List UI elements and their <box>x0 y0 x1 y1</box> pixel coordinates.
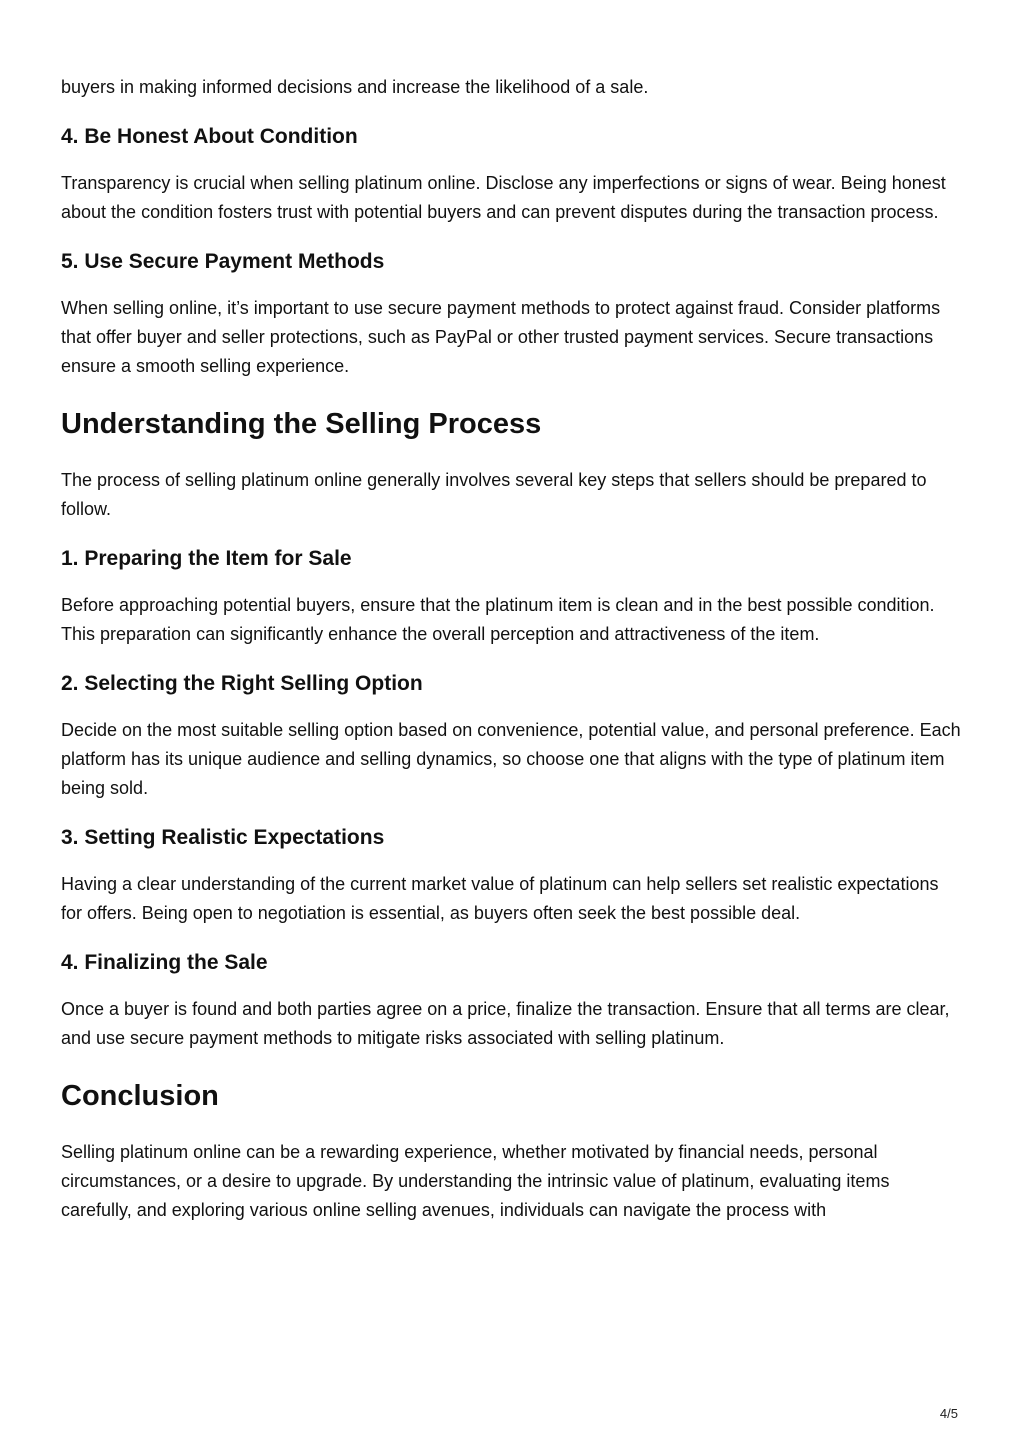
selling-process-heading: Understanding the Selling Process <box>61 408 542 440</box>
tip-4-paragraph: Transparency is crucial when selling platinum online. Disclose any imperfections or signs of wear. Being honest about the condition fosters trust with potential buyers and can prevent disputes during the transaction process. <box>61 173 946 222</box>
step-1-paragraph: Before approaching potential buyers, ensure that the platinum item is clean and in the best possible condition. This preparation can significantly enhance the overall perception and attractiveness of the item. <box>61 595 935 644</box>
step-2-paragraph: Decide on the most suitable selling option based on convenience, potential value, and personal preference. Each platform has its unique audience and selling dynamics, so choose one that aligns with the type of platinum item being sold. <box>61 720 961 798</box>
document-page <box>61 73 961 1225</box>
tip-5-heading: 5. Use Secure Payment Methods <box>61 250 385 273</box>
step-2-heading: 2. Selecting the Right Selling Option <box>61 672 423 695</box>
step-1-heading: 1. Preparing the Item for Sale <box>61 547 352 570</box>
step-3-heading: 3. Setting Realistic Expectations <box>61 826 385 849</box>
conclusion-heading: Conclusion <box>61 1080 219 1112</box>
tip-4-heading: 4. Be Honest About Condition <box>61 125 358 148</box>
conclusion-paragraph: Selling platinum online can be a rewarding experience, whether motivated by financial needs, personal circumstances, or a desire to upgrade. By understanding the intrinsic value of platinum, evaluating items carefully, and exploring various online selling avenues, individuals can navigate the process with <box>61 1142 890 1220</box>
intro-tail-paragraph: buyers in making informed decisions and increase the likelihood of a sale. <box>61 77 649 97</box>
step-4-paragraph: Once a buyer is found and both parties agree on a price, finalize the transaction. Ensure that all terms are clear, and use secure payment methods to mitigate risks associated with selling platinum. <box>61 999 950 1048</box>
step-3-paragraph: Having a clear understanding of the current market value of platinum can help sellers set realistic expectations for offers. Being open to negotiation is essential, as buyers often seek the best possible deal. <box>61 874 939 923</box>
step-4-heading: 4. Finalizing the Sale <box>61 951 268 974</box>
selling-process-intro: The process of selling platinum online generally involves several key steps that sellers should be prepared to follow. <box>61 470 927 519</box>
tip-5-paragraph: When selling online, it’s important to use secure payment methods to protect against fraud. Consider platforms that offer buyer and seller protections, such as PayPal or other trusted payment services. Secure transactions ensure a smooth selling experience. <box>61 298 941 376</box>
page-number: 4/5 <box>939 1406 958 1421</box>
